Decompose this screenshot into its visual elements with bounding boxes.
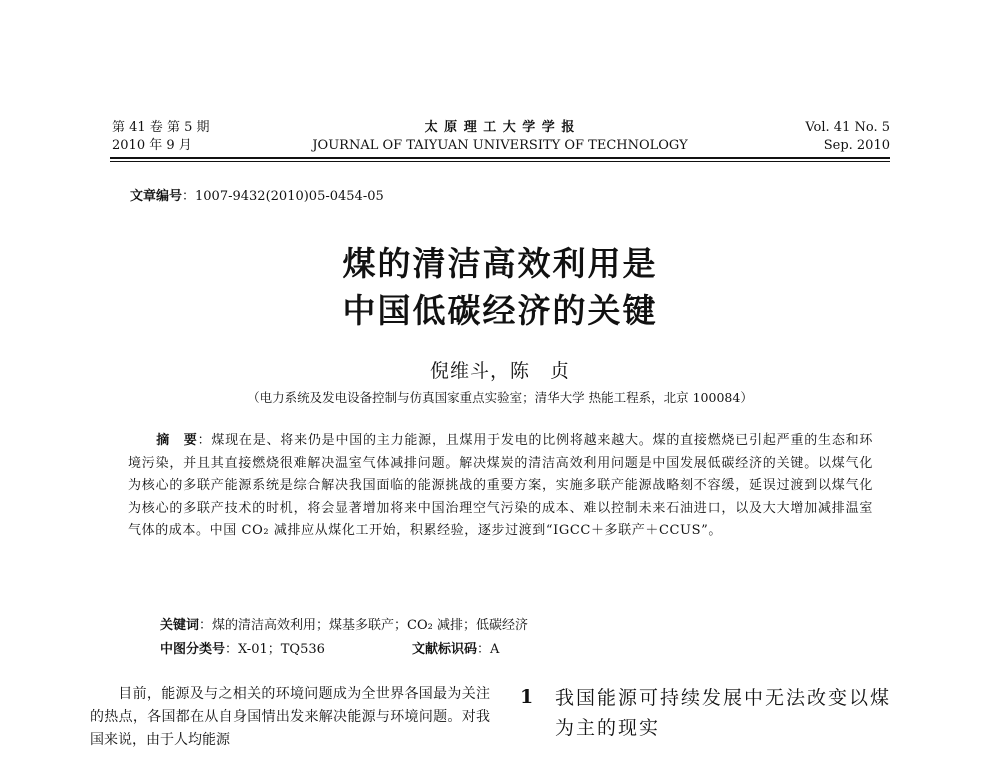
body-paragraph-text: 目前，能源及与之相关的环境问题成为全世界各国最为关注的热点，各国都在从自身国情出发来解决能源与环境问题。对我国来说，由于人均能源 [90,686,490,748]
abstract-text: ：煤现在是、将来仍是中国的主力能源，且煤用于发电的比例将越来越大。煤的直接燃烧已引起严重的生态和环境污染，并且其直接燃烧很难解决温室气体减排问题。解决煤炭的清洁高效利用问题是中国发展低碳经济的关键。以煤气化为核心的多联产能源系统是综合解决我国面临的能源挑战的重要方案，实施多联产能源战略刻不容缓，延误过渡到以煤气化为核心的多联产技术的时机，将会显著增加将来中国治理空气污染的成本、难以控制未来石油进口，以及大大增加减排温室气体的成本。中国 CO₂ 减排应从煤化工开始，积累经验，逐步过渡到“IGCC＋多联产＋CCUS”。 [128,433,873,538]
title-line-2: 中国低碳经济的关键 [342,291,658,330]
title-line-1: 煤的清洁高效利用是 [342,244,658,283]
publication-date: 2010 年 9 月 [112,138,192,153]
vol-no-en: Vol. 41 No. 5 [805,120,890,135]
section-number: 1 [520,686,534,708]
volume-issue: 第 41 卷 第 5 期 [112,120,210,135]
clc-number [160,638,325,657]
clc-label: 中图分类号 [160,642,226,657]
body-paragraph [90,683,490,752]
keywords [160,614,528,633]
abstract [128,430,873,543]
document-code-label: 文献标识码 [412,642,478,657]
abstract-label: 摘 要 [156,433,198,448]
journal-name-en: JOURNAL OF TAIYUAN UNIVERSITY OF TECHNOLOGY [312,138,688,153]
date-en: Sep. 2010 [823,138,890,153]
authors: 倪维斗，陈 贞 [429,360,570,382]
affiliation: （电力系统及发电设备控制与仿真国家重点实验室；清华大学 热能工程系，北京 100084） [247,390,753,405]
keywords-value: ：煤的清洁高效利用；煤基多联产；CO₂ 减排；低碳经济 [199,618,528,633]
header-rule-thin [110,161,890,162]
section-title: 我国能源可持续发展中无法改变以煤为主的现实 [555,687,892,739]
article-number-label: 文章编号 [130,189,183,204]
article-number-value: ：1007-9432(2010)05-0454-05 [182,189,384,204]
clc-value: ：X-01；TQ536 [225,642,325,657]
article-number [130,185,384,204]
document-code-value: ：A [477,642,500,657]
journal-name-cn: 太 原 理 工 大 学 学 报 [424,120,576,135]
keywords-label: 关键词 [160,618,200,633]
document-code [412,638,499,657]
header-rule-thick [110,157,890,159]
